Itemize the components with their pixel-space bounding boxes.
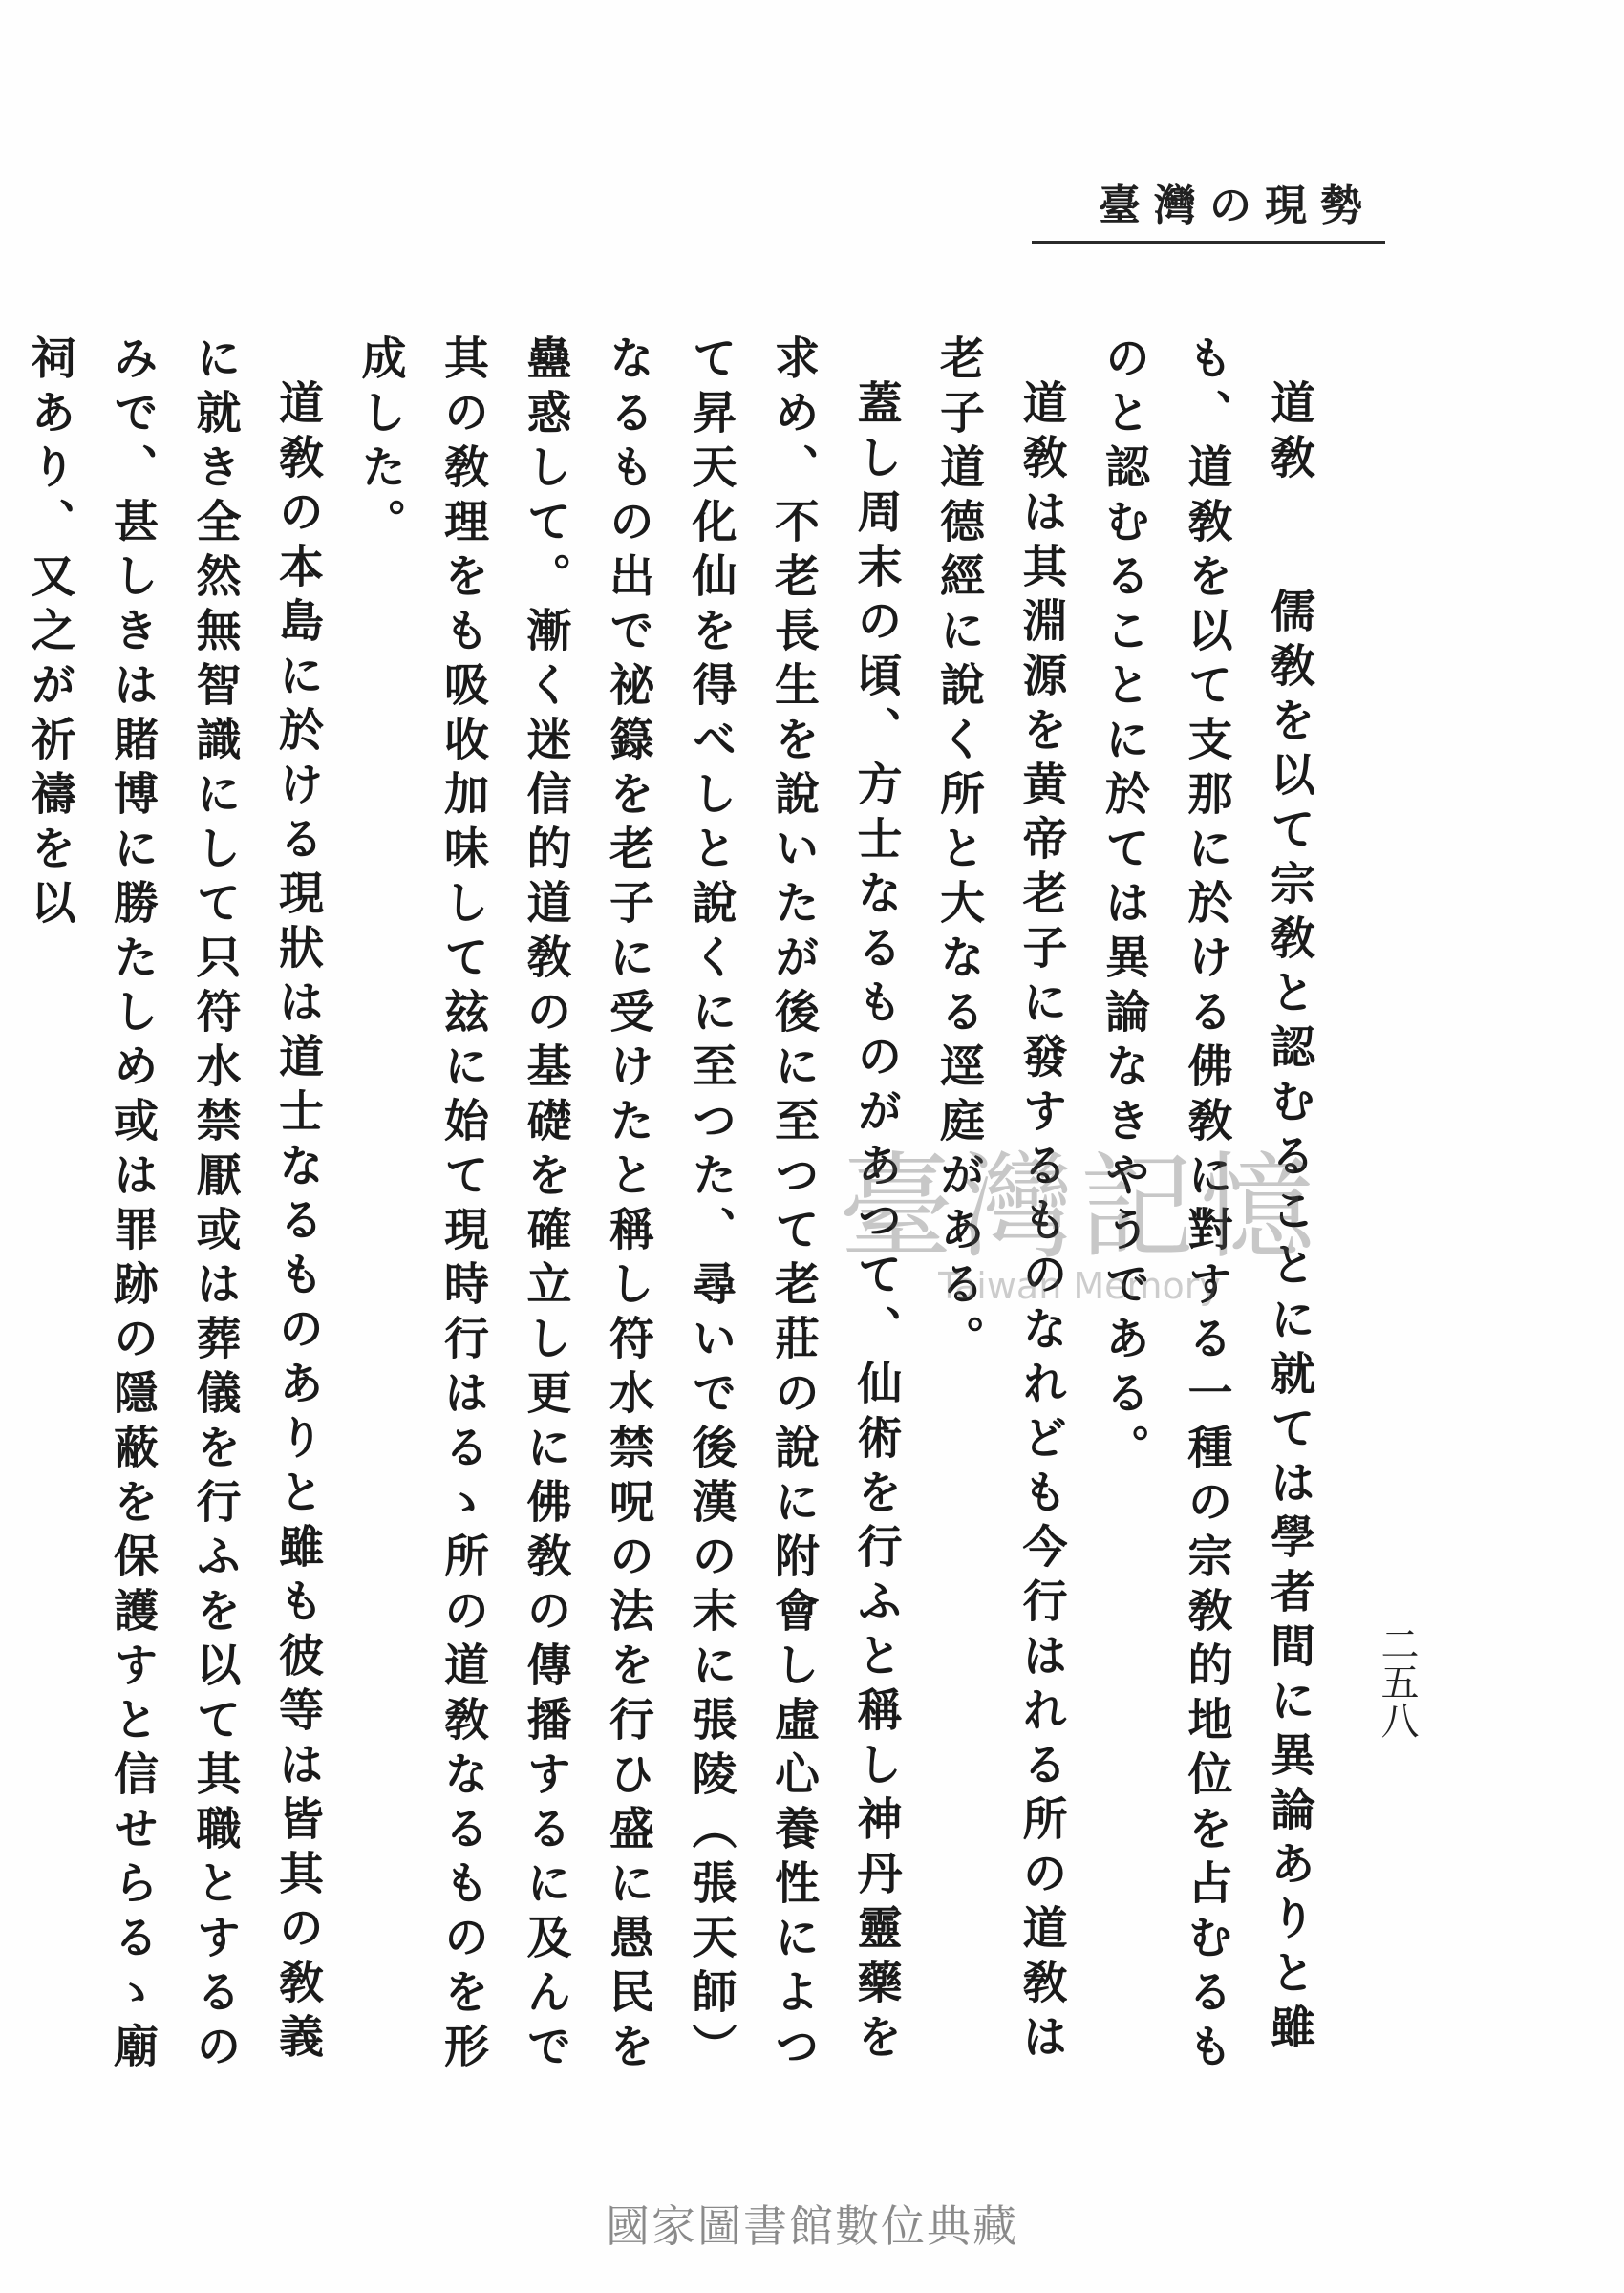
paragraph-history: 蓋し周末の頃、方士なるものがあつて、仙術を行ふと稱し神丹靈藥を求め、不老長生を說いたが後に至つて老莊の說に附會し虛心養性によつて昇天化仙を得べしと說くに至つた、尋いで後漢の末に張陵（張天師）なるもの出で祕籙を老子に受けたと稱し符水禁呪の法を行ひ盛に愚民を蠱惑して。漸く迷信的道敎の基礎を確立し更に佛敎の傳播するに及んで其の敎理をも吸收加味して玆に始て現時行はるゝ所の道敎なるものを形成した。 [353,334,903,2077]
running-header-title: 臺灣の現勢 [1099,182,1376,230]
section-label: 道敎 [1263,379,1315,488]
header-rule [1032,241,1385,244]
watermark-subtitle: Taiwan Memory [938,1265,1221,1307]
paragraph-origin: 道敎は其淵源を黄帝老子に發するものなれども今行はれる所の道敎は老子道德經に說く所と大なる逕庭がある。 [932,334,1068,2068]
vertical-body-text [23,334,1330,2111]
library-footer: 國家圖書館數位典藏 [606,2200,1018,2252]
paragraph-religion-status [1082,334,1331,2111]
paragraph-1-text: 儒敎を以て宗敎と認むることに就ては學者間に異論ありと雖も、道敎を以て支那に於ける佛敎に對する一種の宗敎的地位を占むるものと認むることに於ては異論なきやうである。 [1098,334,1315,2077]
page-number: 二五八 [1375,1624,1419,1739]
watermark-title: 臺灣記憶 [839,1142,1320,1275]
paragraph-current-status: 道敎の本島に於ける現狀は道士なるものありと雖も彼等は皆其の敎義に就き全然無智識にして只符水禁厭或は葬儀を行ふを以て其職とするのみで、甚しきは賭博に勝たしめ或は罪跡の隱蔽を保護すと信せらるゝ廟祠あり、又之が祈禱を以 [23,334,324,2077]
